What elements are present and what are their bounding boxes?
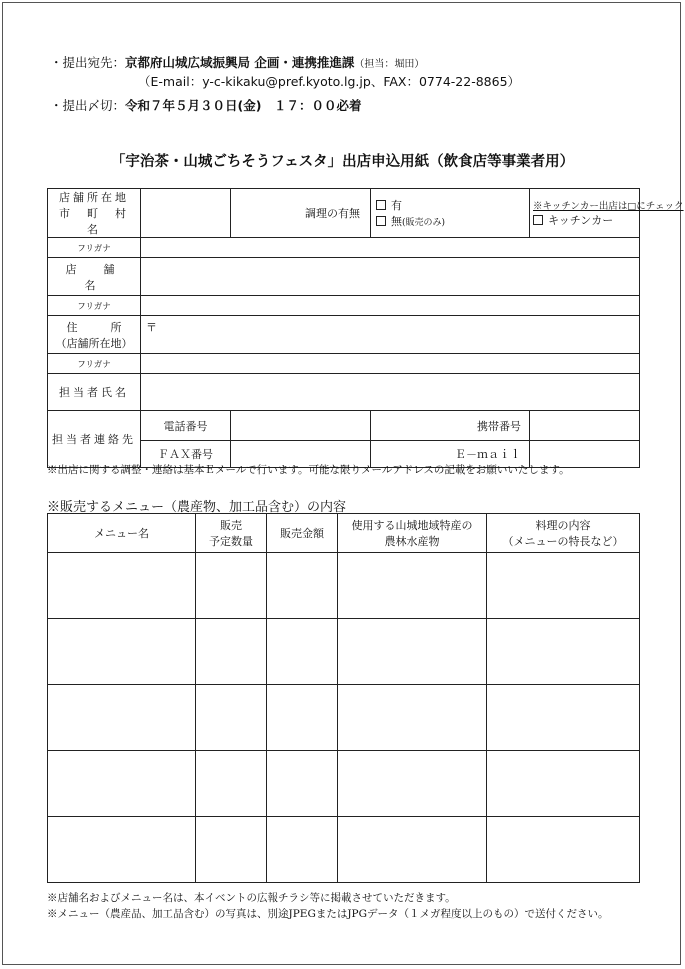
menu-produce-input[interactable] (338, 817, 487, 883)
form-title: 「宇治茶・山城ごちそうフェスタ」出店申込用紙（飲食店等事業者用） (110, 154, 575, 170)
menu-row (48, 619, 640, 685)
person-furigana-label: フリガナ (48, 354, 141, 374)
email-label: Ｅ－ｍａｉｌ (371, 441, 530, 468)
address-furigana-label: フリガナ (48, 296, 141, 316)
store-furigana-label: フリガナ (48, 238, 141, 258)
kitchen-car-option[interactable]: キッチンカー (533, 212, 639, 228)
col-quantity: 販売 予定数量 (196, 514, 267, 553)
menu-produce-input[interactable] (338, 619, 487, 685)
menu-price-input[interactable] (267, 817, 338, 883)
cooking-yes-option[interactable]: 有 (376, 197, 529, 213)
col-produce: 使用する山城地域特産の 農林水産物 (338, 514, 487, 553)
postal-mark: 〒 (146, 321, 157, 334)
menu-name-input[interactable] (48, 751, 196, 817)
menu-row (48, 553, 640, 619)
kitchen-car-cell (530, 189, 684, 238)
menu-name-input[interactable] (48, 619, 196, 685)
menu-description-input[interactable] (487, 817, 640, 883)
store-furigana-input[interactable] (141, 238, 640, 258)
phone-input[interactable] (231, 411, 371, 441)
kitchen-car-note: ※キッチンカー出店は□にチェック (533, 201, 684, 212)
cooking-options (371, 189, 530, 238)
address-furigana-input[interactable] (141, 296, 640, 316)
menu-row (48, 817, 640, 883)
col-description: 料理の内容 （メニューの特長など） (487, 514, 640, 553)
contact-label: 担当者連絡先 (48, 411, 141, 468)
menu-quantity-input[interactable] (196, 685, 267, 751)
address-input[interactable] (141, 316, 640, 354)
menu-description-input[interactable] (487, 685, 640, 751)
menu-quantity-input[interactable] (196, 751, 267, 817)
checkbox-icon[interactable] (376, 200, 386, 210)
person-furigana-input[interactable] (141, 354, 640, 374)
applicant-form (47, 188, 684, 468)
menu-produce-input[interactable] (338, 751, 487, 817)
cooking-no-option[interactable]: 無(販売のみ) (376, 213, 529, 229)
mobile-input[interactable] (530, 411, 640, 441)
menu-produce-input[interactable] (338, 685, 487, 751)
deadline-label: ・提出〆切： (50, 98, 126, 113)
menu-produce-input[interactable] (338, 553, 487, 619)
menu-price-input[interactable] (267, 553, 338, 619)
fax-label: ＦＡＸ番号 (141, 441, 231, 468)
store-name-input[interactable] (141, 258, 640, 296)
contact-line: （E-mail：y-c-kikaku@pref.kyoto.lg.jp、FAX：0774-22-8865） (138, 74, 521, 89)
recipient-name: 京都府山城広域振興局 企画・連携推進課 (125, 55, 355, 70)
col-price: 販売金額 (267, 514, 338, 553)
menu-row (48, 685, 640, 751)
menu-quantity-input[interactable] (196, 553, 267, 619)
deadline-line (50, 96, 361, 114)
menu-price-input[interactable] (267, 751, 338, 817)
store-name-label: 店 舗 名 (48, 258, 141, 296)
footnote-photo: ※メニュー（農産品、加工品含む）の写真は、別途JPEGまたはJPGデータ（１メガ程度以上のもの）で送付ください。 (47, 908, 609, 920)
menu-table (47, 513, 640, 883)
menu-description-input[interactable] (487, 751, 640, 817)
address-label: 住 所 （店舗所在地） (48, 316, 141, 354)
menu-name-input[interactable] (48, 817, 196, 883)
municipality-label: 店舗所在地 市 町 村 名 (48, 189, 141, 238)
mobile-label: 携帯番号 (371, 411, 530, 441)
menu-description-input[interactable] (487, 553, 640, 619)
person-name-label: 担当者氏名 (48, 374, 141, 411)
menu-price-input[interactable] (267, 619, 338, 685)
recipient-line (50, 53, 424, 71)
municipality-input[interactable] (141, 189, 231, 238)
deadline-value: 令和７年５月３０日(金) １７：００必着 (125, 98, 362, 113)
checkbox-icon[interactable] (376, 216, 386, 226)
person-name-input[interactable] (141, 374, 640, 411)
col-menu-name: メニュー名 (48, 514, 196, 553)
phone-label: 電話番号 (141, 411, 231, 441)
menu-name-input[interactable] (48, 685, 196, 751)
menu-section-heading: ※販売するメニュー（農産物、加工品含む）の内容 (47, 500, 347, 515)
menu-quantity-input[interactable] (196, 619, 267, 685)
recipient-contact: （担当：堀田） (354, 59, 425, 70)
menu-row (48, 751, 640, 817)
menu-price-input[interactable] (267, 685, 338, 751)
cooking-label: 調理の有無 (231, 189, 371, 238)
recipient-label: ・提出宛先： (50, 55, 126, 70)
email-note: ※出店に関する調整・連絡は基本Ｅメールで行います。可能な限りメールアドレスの記載をお願いいたします。 (47, 464, 570, 476)
menu-description-input[interactable] (487, 619, 640, 685)
checkbox-icon[interactable] (533, 215, 543, 225)
footnote-publicity: ※店舗名およびメニュー名は、本イベントの広報チラシ等に掲載させていただきます。 (47, 892, 456, 904)
menu-name-input[interactable] (48, 553, 196, 619)
menu-quantity-input[interactable] (196, 817, 267, 883)
